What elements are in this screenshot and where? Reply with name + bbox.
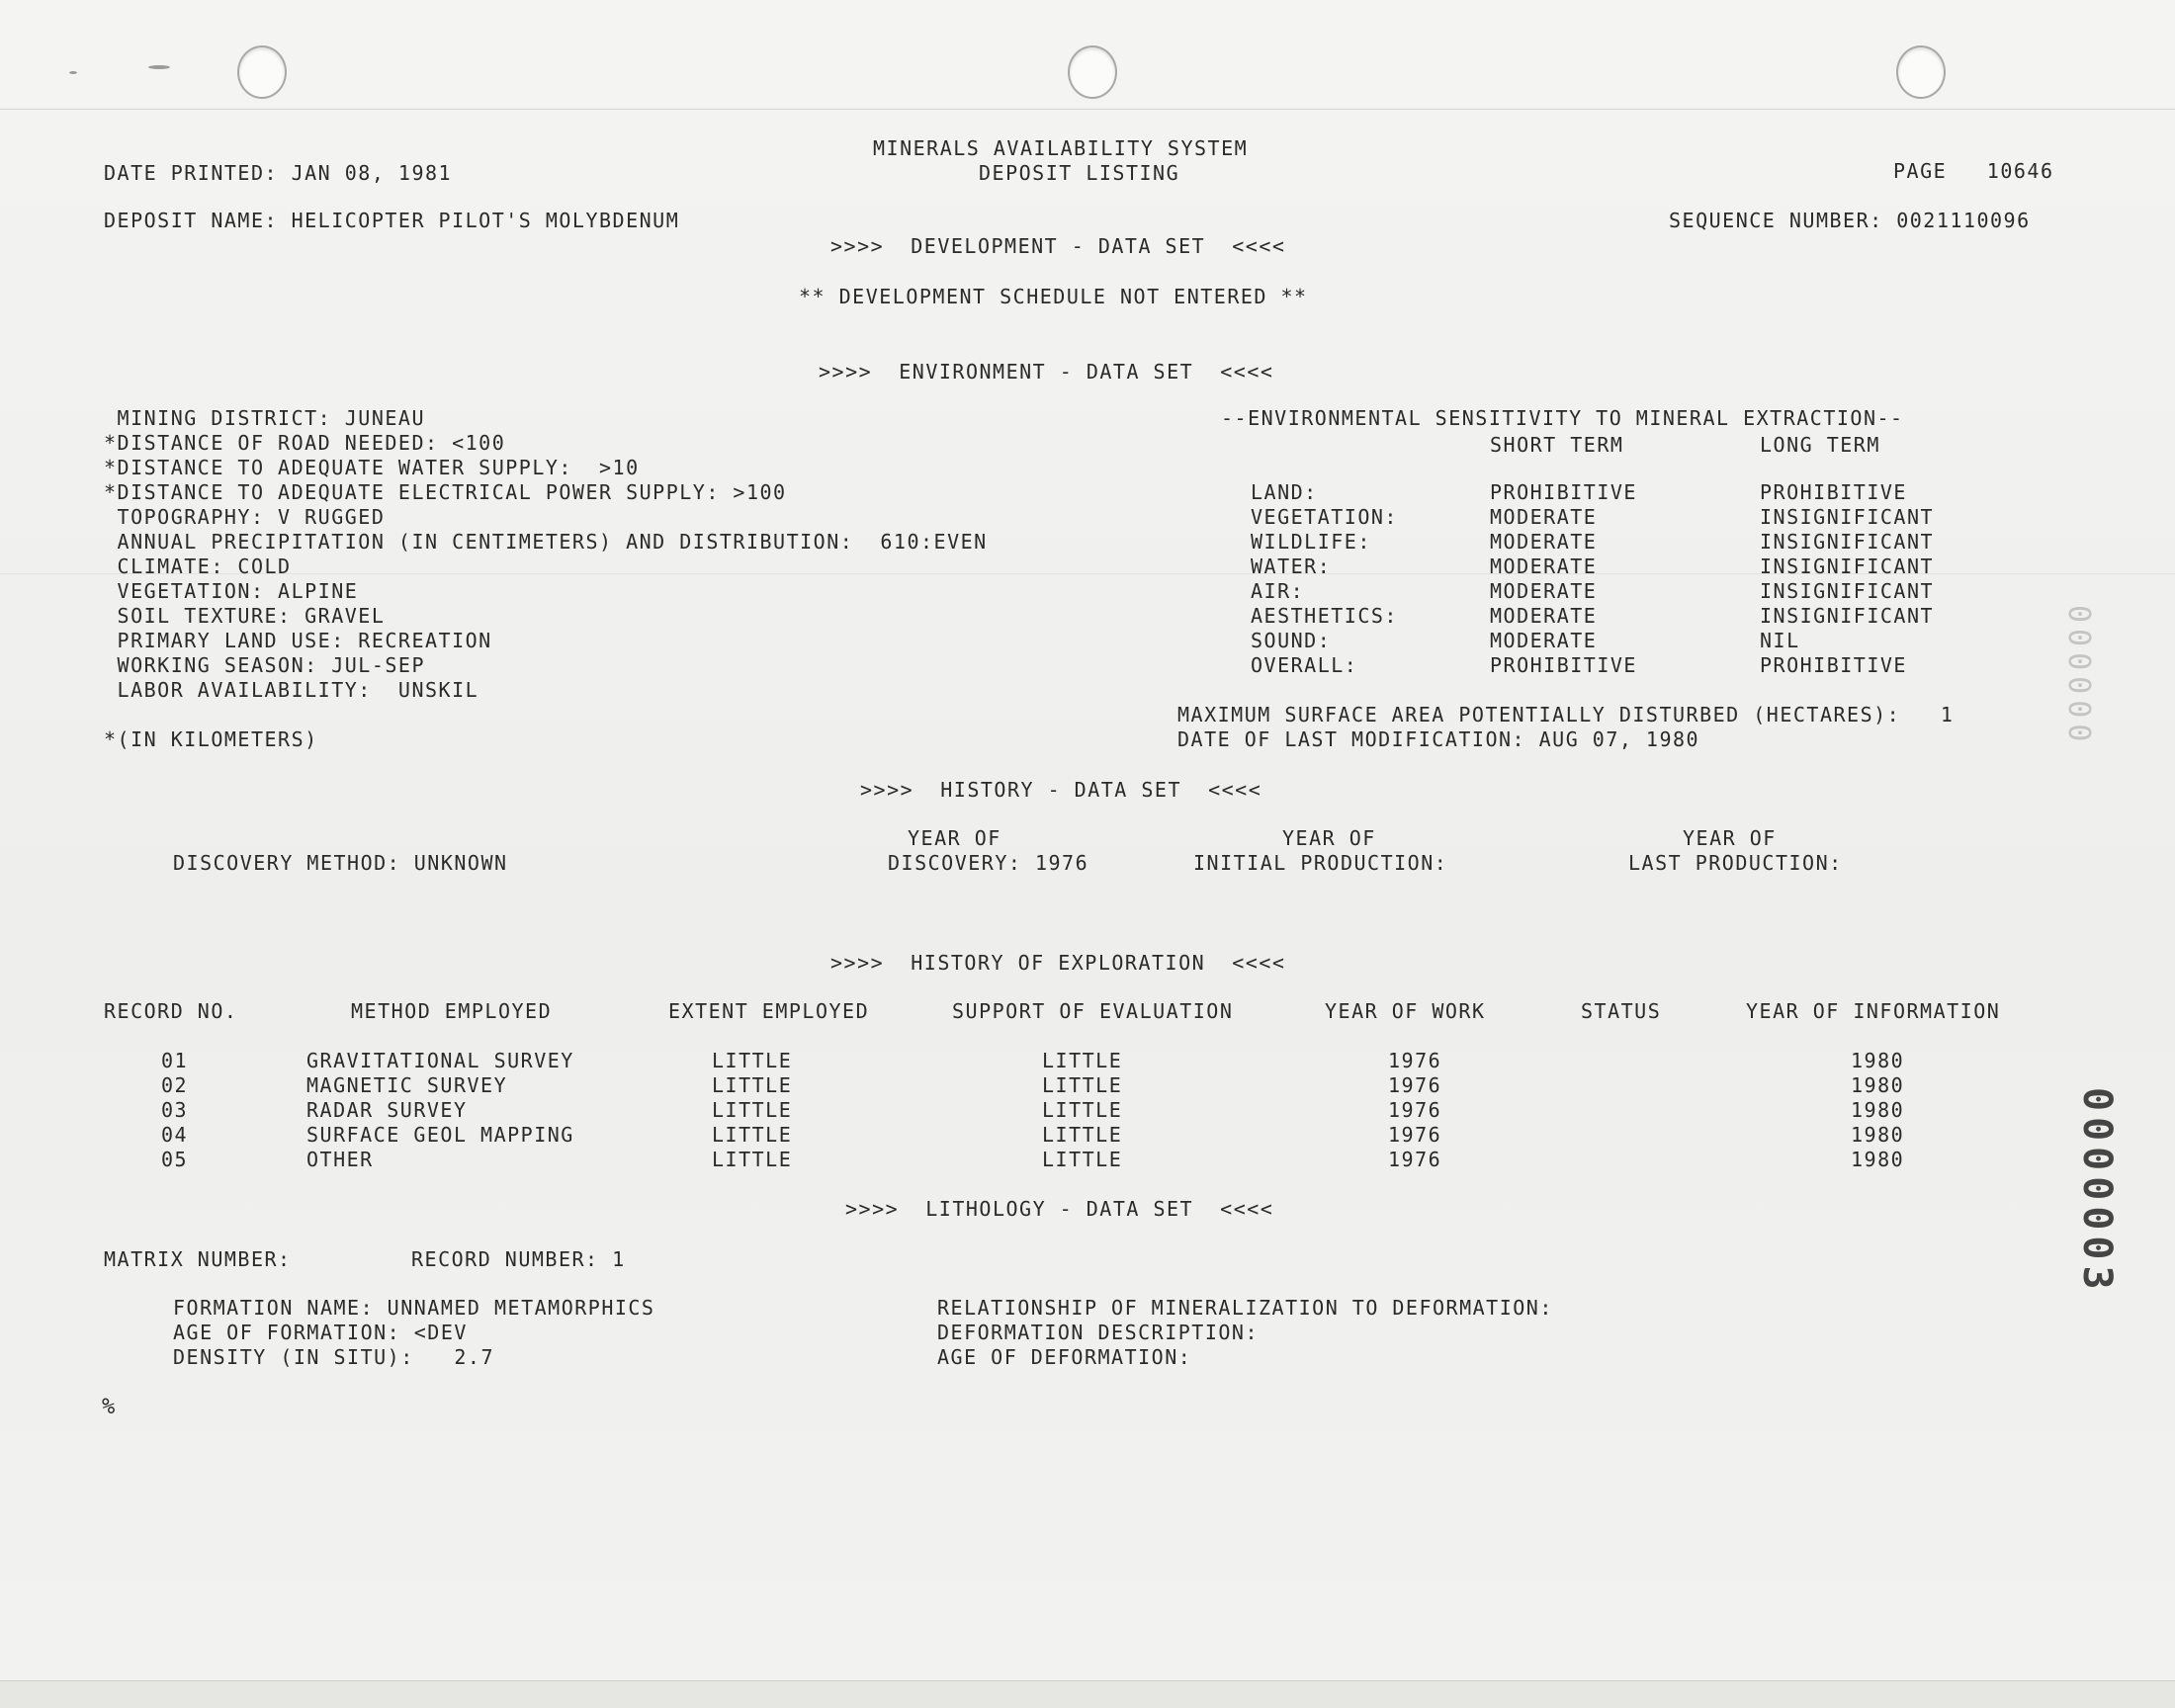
end-marker: %	[102, 1395, 117, 1419]
age-of-deformation: AGE OF DEFORMATION:	[937, 1345, 1192, 1369]
age-of-formation: AGE OF FORMATION: <DEV	[173, 1321, 468, 1344]
column-header: YEAR OF INFORMATION	[1746, 999, 2001, 1023]
year-of-work: 1976	[1388, 1049, 1442, 1072]
sensitivity-category: WATER:	[1251, 555, 1332, 578]
support-of-evaluation: LITTLE	[1042, 1123, 1123, 1147]
method-employed: RADAR SURVEY	[306, 1098, 468, 1122]
paper-speck	[69, 71, 77, 74]
listing-title: DEPOSIT LISTING	[979, 161, 1180, 185]
sequence-number: SEQUENCE NUMBER: 0021110096	[1669, 209, 2031, 232]
sensitivity-category: VEGETATION:	[1251, 505, 1398, 529]
sensitivity-category: OVERALL:	[1251, 653, 1358, 677]
density: DENSITY (IN SITU): 2.7	[173, 1345, 494, 1369]
record-number: 05	[161, 1148, 189, 1171]
paper-fold-line	[0, 109, 2175, 110]
mineralization-relationship: RELATIONSHIP OF MINERALIZATION TO DEFORMATION:	[937, 1296, 1553, 1320]
sensitivity-short: MODERATE	[1490, 579, 1598, 603]
date-printed: DATE PRINTED: JAN 08, 1981	[104, 161, 453, 185]
column-header: RECORD NO.	[104, 999, 238, 1023]
paper-bottom-edge	[0, 1680, 2175, 1708]
record-number: 03	[161, 1098, 189, 1122]
sensitivity-long: PROHIBITIVE	[1760, 480, 1907, 504]
year-of-information: 1980	[1851, 1123, 1905, 1147]
last-modification-date: DATE OF LAST MODIFICATION: AUG 07, 1980	[1177, 727, 1700, 751]
record-number-label: RECORD NUMBER: 1	[411, 1247, 626, 1271]
year-of-work: 1976	[1388, 1073, 1442, 1097]
frame-number-stamp: 0000003	[2074, 1087, 2120, 1296]
long-term-header: LONG TERM	[1760, 433, 1880, 457]
env-line: MINING DISTRICT: JUNEAU	[104, 406, 425, 430]
extent-employed: LITTLE	[712, 1148, 793, 1171]
sensitivity-short: PROHIBITIVE	[1490, 480, 1637, 504]
method-employed: OTHER	[306, 1148, 374, 1171]
sensitivity-long: INSIGNIFICANT	[1760, 579, 1935, 603]
method-employed: MAGNETIC SURVEY	[306, 1073, 508, 1097]
punch-hole-left	[237, 45, 287, 99]
year-of-work: 1976	[1388, 1123, 1442, 1147]
max-surface-area: MAXIMUM SURFACE AREA POTENTIALLY DISTURBED (HECTARES): 1	[1177, 703, 1955, 726]
sensitivity-category: AIR:	[1251, 579, 1305, 603]
history-heading: >>>> HISTORY - DATA SET <<<<	[860, 778, 1262, 802]
development-note: ** DEVELOPMENT SCHEDULE NOT ENTERED **	[799, 285, 1308, 308]
discovery-year: DISCOVERY: 1976	[888, 851, 1089, 875]
column-header: STATUS	[1581, 999, 1662, 1023]
sensitivity-category: AESTHETICS:	[1251, 604, 1398, 628]
sensitivity-category: SOUND:	[1251, 629, 1332, 652]
system-title: MINERALS AVAILABILITY SYSTEM	[873, 136, 1249, 160]
sensitivity-long: PROHIBITIVE	[1760, 653, 1907, 677]
matrix-number: MATRIX NUMBER:	[104, 1247, 292, 1271]
extent-employed: LITTLE	[712, 1098, 793, 1122]
record-number: 01	[161, 1049, 189, 1072]
record-number: 04	[161, 1123, 189, 1147]
sensitivity-category: LAND:	[1251, 480, 1318, 504]
env-line: PRIMARY LAND USE: RECREATION	[104, 629, 492, 652]
year-of-information: 1980	[1851, 1098, 1905, 1122]
page-number: PAGE 10646	[1893, 159, 2054, 183]
sensitivity-short: MODERATE	[1490, 555, 1598, 578]
env-line: WORKING SEASON: JUL-SEP	[104, 653, 425, 677]
deformation-description: DEFORMATION DESCRIPTION:	[937, 1321, 1259, 1344]
year-of-information: 1980	[1851, 1073, 1905, 1097]
env-line: TOPOGRAPHY: V RUGGED	[104, 505, 386, 529]
sensitivity-long: INSIGNIFICANT	[1760, 530, 1935, 554]
env-line: *DISTANCE TO ADEQUATE WATER SUPPLY: >10	[104, 456, 640, 479]
env-line: ANNUAL PRECIPITATION (IN CENTIMETERS) AND DISTRIBUTION: 610:EVEN	[104, 530, 988, 554]
extent-employed: LITTLE	[712, 1049, 793, 1072]
environment-heading: >>>> ENVIRONMENT - DATA SET <<<<	[819, 360, 1274, 384]
record-number: 02	[161, 1073, 189, 1097]
sensitivity-title: --ENVIRONMENTAL SENSITIVITY TO MINERAL EXTRACTION--	[1221, 406, 1904, 430]
env-footnote: *(IN KILOMETERS)	[104, 727, 318, 751]
sensitivity-short: PROHIBITIVE	[1490, 653, 1637, 677]
short-term-header: SHORT TERM	[1490, 433, 1624, 457]
column-header: SUPPORT OF EVALUATION	[952, 999, 1234, 1023]
formation-name: FORMATION NAME: UNNAMED METAMORPHICS	[173, 1296, 655, 1320]
year-of-work: 1976	[1388, 1148, 1442, 1171]
paper-speck	[148, 65, 170, 69]
extent-employed: LITTLE	[712, 1123, 793, 1147]
deposit-name: DEPOSIT NAME: HELICOPTER PILOT'S MOLYBDENUM	[104, 209, 680, 232]
sensitivity-category: WILDLIFE:	[1251, 530, 1371, 554]
env-line: *DISTANCE OF ROAD NEEDED: <100	[104, 431, 506, 455]
sensitivity-short: MODERATE	[1490, 629, 1598, 652]
support-of-evaluation: LITTLE	[1042, 1049, 1123, 1072]
env-line: *DISTANCE TO ADEQUATE ELECTRICAL POWER SUPPLY: >100	[104, 480, 787, 504]
discovery-method: DISCOVERY METHOD: UNKNOWN	[173, 851, 508, 875]
initial-production-label: YEAR OF	[1282, 826, 1376, 850]
last-production: LAST PRODUCTION:	[1628, 851, 1843, 875]
support-of-evaluation: LITTLE	[1042, 1098, 1123, 1122]
sensitivity-short: MODERATE	[1490, 530, 1598, 554]
sensitivity-long: NIL	[1760, 629, 1800, 652]
sensitivity-short: MODERATE	[1490, 505, 1598, 529]
faint-margin-stamp: 000000	[2061, 605, 2096, 748]
exploration-heading: >>>> HISTORY OF EXPLORATION <<<<	[830, 951, 1286, 975]
discovery-year-label: YEAR OF	[908, 826, 1001, 850]
sensitivity-long: INSIGNIFICANT	[1760, 555, 1935, 578]
column-header: EXTENT EMPLOYED	[668, 999, 870, 1023]
year-of-information: 1980	[1851, 1148, 1905, 1171]
column-header: YEAR OF WORK	[1325, 999, 1486, 1023]
development-heading: >>>> DEVELOPMENT - DATA SET <<<<	[830, 234, 1286, 258]
method-employed: GRAVITATIONAL SURVEY	[306, 1049, 574, 1072]
env-line: LABOR AVAILABILITY: UNSKIL	[104, 678, 479, 702]
year-of-information: 1980	[1851, 1049, 1905, 1072]
punch-hole-center	[1068, 45, 1117, 99]
support-of-evaluation: LITTLE	[1042, 1148, 1123, 1171]
env-line: CLIMATE: COLD	[104, 555, 292, 578]
column-header: METHOD EMPLOYED	[351, 999, 553, 1023]
year-of-work: 1976	[1388, 1098, 1442, 1122]
env-line: VEGETATION: ALPINE	[104, 579, 359, 603]
env-line: SOIL TEXTURE: GRAVEL	[104, 604, 386, 628]
last-production-label: YEAR OF	[1683, 826, 1777, 850]
extent-employed: LITTLE	[712, 1073, 793, 1097]
sensitivity-short: MODERATE	[1490, 604, 1598, 628]
punch-hole-right	[1896, 45, 1946, 99]
support-of-evaluation: LITTLE	[1042, 1073, 1123, 1097]
initial-production: INITIAL PRODUCTION:	[1193, 851, 1448, 875]
lithology-heading: >>>> LITHOLOGY - DATA SET <<<<	[845, 1197, 1274, 1221]
sensitivity-long: INSIGNIFICANT	[1760, 505, 1935, 529]
sensitivity-long: INSIGNIFICANT	[1760, 604, 1935, 628]
method-employed: SURFACE GEOL MAPPING	[306, 1123, 574, 1147]
